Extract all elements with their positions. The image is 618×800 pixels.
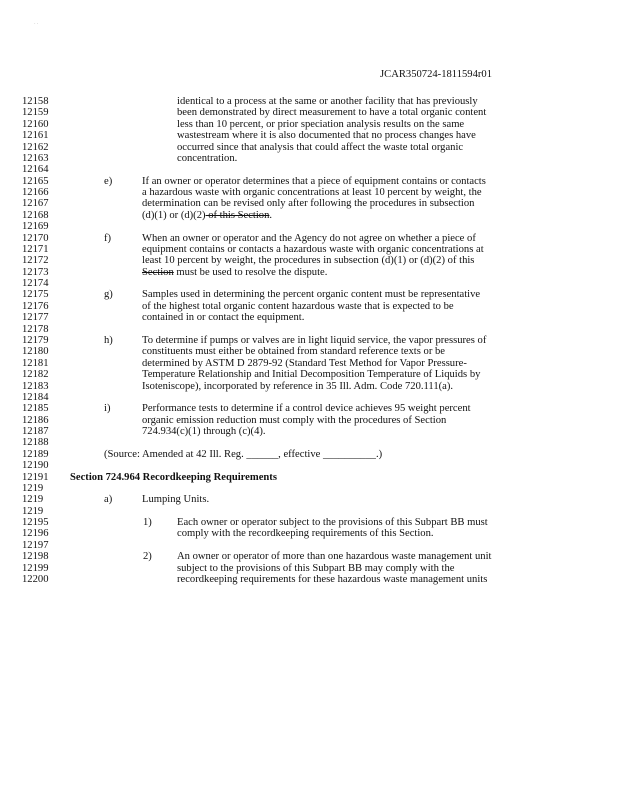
line-number: 12161 bbox=[22, 130, 49, 142]
document-line bbox=[0, 278, 618, 289]
line-text bbox=[142, 426, 266, 437]
scan-mark: · · bbox=[34, 22, 39, 27]
line-number: 12173 bbox=[22, 266, 49, 278]
line-text bbox=[142, 198, 474, 209]
line-text bbox=[142, 358, 467, 369]
document-line bbox=[0, 551, 618, 562]
line-number: 12184 bbox=[22, 391, 49, 403]
subsection-label: 1) bbox=[143, 517, 152, 529]
document-line bbox=[0, 96, 618, 107]
line-number: 1219 bbox=[22, 482, 44, 494]
line-number: 1219 bbox=[22, 494, 44, 506]
line-number: 12177 bbox=[22, 312, 49, 324]
text-segment: Lumping Units. bbox=[142, 494, 210, 506]
subsection-label: a) bbox=[104, 494, 113, 506]
line-text bbox=[177, 142, 463, 153]
line-number: 12178 bbox=[22, 323, 49, 335]
text-segment: Section 724.964 Recordkeeping Requirements bbox=[70, 471, 277, 483]
line-text bbox=[142, 255, 474, 266]
document-line bbox=[0, 244, 618, 255]
text-segment: Temperature Relationship and Initial Decomposition Temperature of Liquids by bbox=[142, 369, 481, 381]
line-number: 12187 bbox=[22, 426, 49, 438]
document-line bbox=[0, 255, 618, 266]
line-number: 12169 bbox=[22, 221, 49, 233]
line-text bbox=[142, 244, 484, 255]
text-segment: Samples used in determining the percent organic content must be representative bbox=[142, 289, 481, 301]
line-text bbox=[177, 574, 487, 585]
text-segment: Each owner or operator subject to the provisions of this Subpart BB must bbox=[177, 517, 488, 529]
line-text bbox=[177, 551, 491, 562]
section-heading bbox=[70, 472, 277, 483]
text-segment: a hazardous waste with organic concentrations at least 10 percent by weight, the bbox=[142, 187, 482, 199]
line-text bbox=[177, 563, 454, 574]
line-number: 12196 bbox=[22, 528, 49, 540]
line-number: 12188 bbox=[22, 437, 49, 449]
line-text bbox=[142, 312, 304, 323]
line-number: 12191 bbox=[22, 471, 49, 483]
document-line bbox=[0, 437, 618, 448]
line-number: 12195 bbox=[22, 517, 49, 529]
document-id-header: JCAR350724-1811594r01 bbox=[380, 69, 493, 80]
document-line bbox=[0, 153, 618, 164]
document-line bbox=[0, 289, 618, 300]
text-segment: To determine if pumps or valves are in light liquid service, the vapor pressures of bbox=[142, 334, 487, 346]
text-segment: contained in or contact the equipment. bbox=[142, 312, 305, 324]
document-line bbox=[0, 369, 618, 380]
line-number: 12180 bbox=[22, 346, 49, 358]
document-line bbox=[0, 187, 618, 198]
line-number: 12190 bbox=[22, 460, 49, 472]
text-segment: identical to a process at the same or another facility that has previously bbox=[177, 96, 478, 107]
text-segment: wastestream where it is also documented that no process changes have bbox=[177, 130, 476, 142]
text-segment: (Source: Amended at 42 Ill. Reg. ______, effective __________.) bbox=[104, 448, 383, 460]
line-text bbox=[104, 449, 382, 460]
document-line bbox=[0, 540, 618, 551]
document-line bbox=[0, 506, 618, 517]
struck-text: of this Section bbox=[205, 209, 270, 221]
document-line bbox=[0, 460, 618, 471]
line-text bbox=[142, 187, 482, 198]
document-line bbox=[0, 574, 618, 585]
document-line bbox=[0, 346, 618, 357]
line-number: 12174 bbox=[22, 278, 49, 290]
text-segment: equipment contains or contacts a hazardous waste with organic concentrations at bbox=[142, 243, 484, 255]
document-line bbox=[0, 358, 618, 369]
line-number: 12165 bbox=[22, 175, 49, 187]
text-segment: determination can be revised only after following the procedures in subsection bbox=[142, 198, 475, 210]
line-number: 12163 bbox=[22, 152, 49, 164]
text-segment: of the highest total organic content hazardous waste that is expected to be bbox=[142, 300, 454, 312]
text-segment: 724.934(c)(1) through (c)(4). bbox=[142, 426, 266, 438]
line-text bbox=[142, 233, 476, 244]
line-text bbox=[142, 289, 480, 300]
document-line bbox=[0, 301, 618, 312]
document-line bbox=[0, 381, 618, 392]
document-line bbox=[0, 392, 618, 403]
document-line bbox=[0, 563, 618, 574]
text-segment: recordkeeping requirements for these hazardous waste management units bbox=[177, 573, 488, 585]
line-number: 12164 bbox=[22, 164, 49, 176]
line-number: 12162 bbox=[22, 141, 49, 153]
text-segment: Isoteniscope), incorporated by reference in 35 Ill. Adm. Code 720.111(a). bbox=[142, 380, 454, 392]
text-segment: When an owner or operator and the Agency do not agree on whether a piece of bbox=[142, 232, 476, 244]
document-line bbox=[0, 267, 618, 278]
document-line bbox=[0, 312, 618, 323]
line-number: 1219 bbox=[22, 505, 44, 517]
text-segment: constituents must either be obtained from standard reference texts or be bbox=[142, 346, 445, 358]
text-segment: must be used to resolve the dispute. bbox=[173, 266, 328, 278]
subsection-label: 2) bbox=[143, 551, 152, 563]
line-text bbox=[142, 176, 486, 187]
subsection-label: h) bbox=[104, 334, 113, 346]
line-number: 12158 bbox=[22, 96, 49, 107]
document-line bbox=[0, 233, 618, 244]
document-line bbox=[0, 119, 618, 130]
text-segment: organic emission reduction must comply with the procedures of Section bbox=[142, 414, 447, 426]
line-number: 12199 bbox=[22, 562, 49, 574]
line-number: 12172 bbox=[22, 255, 49, 267]
document-line bbox=[0, 176, 618, 187]
line-number: 12159 bbox=[22, 107, 49, 119]
line-text bbox=[142, 369, 480, 380]
document-line bbox=[0, 472, 618, 483]
line-number: 12189 bbox=[22, 448, 49, 460]
document-line bbox=[0, 403, 618, 414]
document-line bbox=[0, 130, 618, 141]
line-number: 12171 bbox=[22, 243, 49, 255]
line-text bbox=[142, 403, 471, 414]
line-number: 12168 bbox=[22, 209, 49, 221]
line-text bbox=[177, 528, 434, 539]
struck-text: Section bbox=[142, 266, 174, 278]
document-line bbox=[0, 324, 618, 335]
line-number: 12182 bbox=[22, 369, 49, 381]
document-line bbox=[0, 449, 618, 460]
line-number: 12185 bbox=[22, 403, 49, 415]
line-text bbox=[177, 119, 464, 130]
line-text bbox=[142, 301, 454, 312]
line-text bbox=[177, 96, 478, 107]
line-text bbox=[142, 346, 445, 357]
line-number: 12175 bbox=[22, 289, 49, 301]
line-text bbox=[142, 381, 453, 392]
line-text bbox=[142, 335, 486, 346]
document-line bbox=[0, 210, 618, 221]
text-segment: (d)(1) or (d)(2) bbox=[142, 209, 206, 221]
line-text bbox=[177, 517, 488, 528]
line-number: 12181 bbox=[22, 357, 49, 369]
line-number: 12167 bbox=[22, 198, 49, 210]
line-text bbox=[177, 153, 237, 164]
line-number: 12186 bbox=[22, 414, 49, 426]
line-text bbox=[177, 130, 476, 141]
text-segment: less than 10 percent, or prior speciation analysis results on the same bbox=[177, 118, 465, 130]
line-text bbox=[142, 494, 209, 505]
text-segment: . bbox=[269, 209, 273, 221]
document-line bbox=[0, 221, 618, 232]
line-number: 12176 bbox=[22, 300, 49, 312]
document-line bbox=[0, 517, 618, 528]
text-segment: An owner or operator of more than one hazardous waste management unit bbox=[177, 551, 492, 563]
text-segment: subject to the provisions of this Subpart BB may comply with the bbox=[177, 562, 455, 574]
line-text bbox=[142, 415, 446, 426]
document-line bbox=[0, 142, 618, 153]
text-segment: been demonstrated by direct measurement to have a total organic content bbox=[177, 107, 487, 119]
document-line bbox=[0, 528, 618, 539]
document-line bbox=[0, 164, 618, 175]
subsection-label: g) bbox=[104, 289, 113, 301]
text-segment: If an owner or operator determines that a piece of equipment contains or contacts bbox=[142, 175, 486, 187]
subsection-label: i) bbox=[104, 403, 111, 415]
text-segment: comply with the recordkeeping requirements of this Section. bbox=[177, 528, 434, 540]
subsection-label: e) bbox=[104, 175, 113, 187]
line-text bbox=[142, 210, 272, 221]
document-line bbox=[0, 198, 618, 209]
line-number: 12170 bbox=[22, 232, 49, 244]
line-number: 12198 bbox=[22, 551, 49, 563]
document-line bbox=[0, 483, 618, 494]
line-number: 12179 bbox=[22, 334, 49, 346]
subsection-label: f) bbox=[104, 232, 112, 244]
text-segment: Performance tests to determine if a control device achieves 95 weight percent bbox=[142, 403, 471, 415]
text-segment: concentration. bbox=[177, 152, 238, 164]
text-segment: determined by ASTM D 2879-92 (Standard Test Method for Vapor Pressure- bbox=[142, 357, 467, 369]
line-number: 12200 bbox=[22, 573, 49, 585]
line-number: 12166 bbox=[22, 187, 49, 199]
line-number: 12160 bbox=[22, 118, 49, 130]
document-line bbox=[0, 426, 618, 437]
document-line bbox=[0, 494, 618, 505]
text-segment: occurred since that analysis that could affect the waste total organic bbox=[177, 141, 464, 153]
document-line bbox=[0, 107, 618, 118]
line-text bbox=[142, 267, 327, 278]
document-line bbox=[0, 335, 618, 346]
text-segment: least 10 percent by weight, the procedures in subsection (d)(1) or (d)(2) of this bbox=[142, 255, 475, 267]
document-line bbox=[0, 415, 618, 426]
line-number: 12183 bbox=[22, 380, 49, 392]
line-text bbox=[177, 107, 486, 118]
line-number: 12197 bbox=[22, 539, 49, 551]
